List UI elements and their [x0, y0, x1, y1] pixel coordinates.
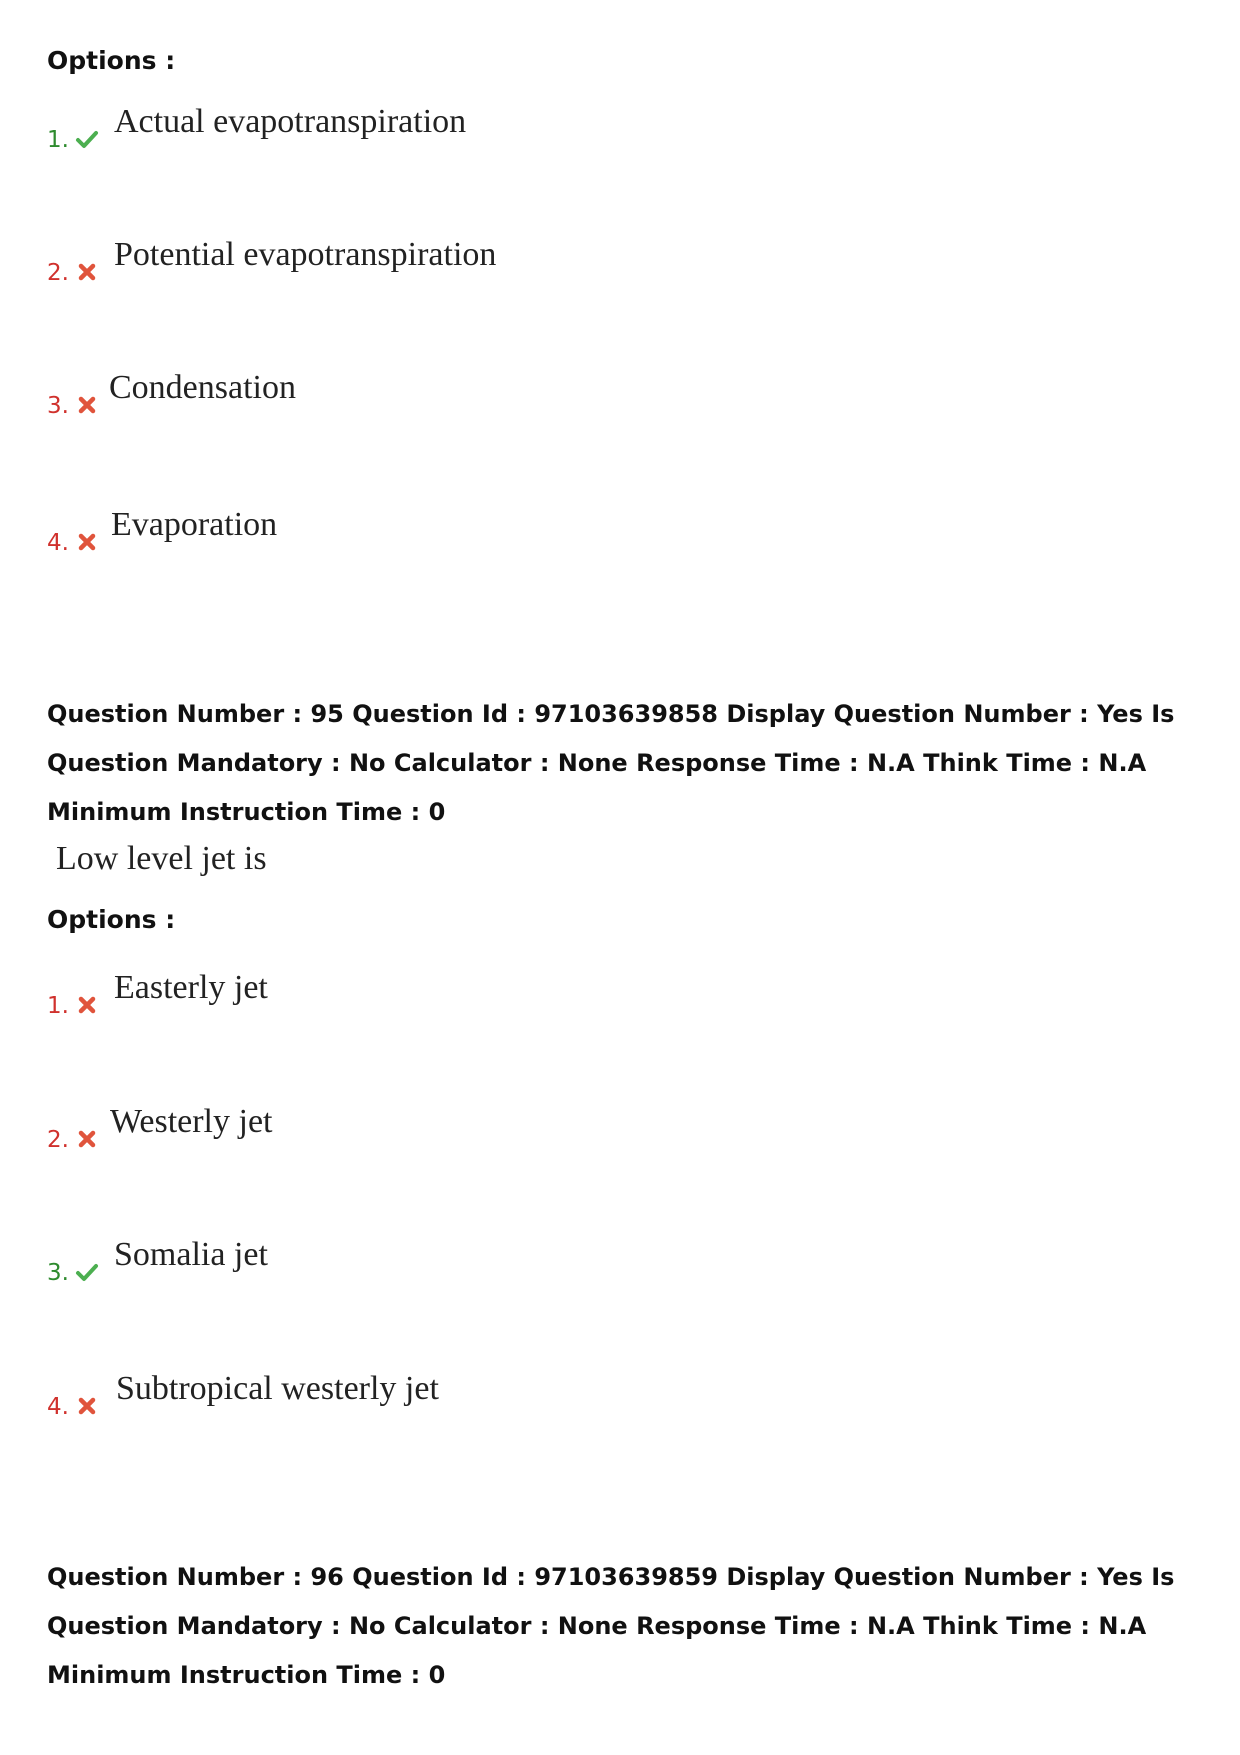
- option-text: Potential evapotranspiration: [114, 236, 497, 273]
- option-row: [47, 369, 947, 419]
- cross-icon: [75, 393, 99, 417]
- option-text: Evaporation: [111, 506, 278, 543]
- cross-icon: [75, 1394, 99, 1418]
- question-stem: Low level jet is: [56, 840, 267, 877]
- option-row: [47, 1103, 947, 1153]
- options-label: Options :: [47, 46, 176, 75]
- cross-icon: [75, 260, 99, 284]
- cross-icon: [75, 993, 99, 1017]
- question-meta: Question Number : 96 Question Id : 97103639859 Display Question Number : Yes Is Question Mandatory : No Calculator : None Response Time : N.A Think Time : N.A Minimum Instruction Time : 0: [47, 1563, 1175, 1689]
- option-text: Somalia jet: [114, 1236, 268, 1273]
- check-icon: [75, 1260, 99, 1284]
- cross-icon: [75, 530, 99, 554]
- option-number: 3.: [47, 1260, 69, 1286]
- option-text: Actual evapotranspiration: [114, 103, 467, 140]
- option-text: Westerly jet: [110, 1103, 273, 1140]
- option-row: [47, 1370, 947, 1420]
- option-text: Subtropical westerly jet: [116, 1370, 439, 1407]
- question-meta: Question Number : 95 Question Id : 97103639858 Display Question Number : Yes Is Question Mandatory : No Calculator : None Response Time : N.A Think Time : N.A Minimum Instruction Time : 0: [47, 700, 1175, 826]
- option-number: 1.: [47, 993, 69, 1019]
- option-number: 2.: [47, 1127, 69, 1153]
- option-row: [47, 236, 947, 286]
- option-text: Easterly jet: [114, 969, 268, 1006]
- option-text: Condensation: [109, 369, 296, 406]
- option-number: 4.: [47, 1394, 69, 1420]
- option-number: 4.: [47, 530, 69, 556]
- option-number: 3.: [47, 393, 69, 419]
- cross-icon: [75, 1127, 99, 1151]
- options-label: Options :: [47, 905, 176, 934]
- option-row: [47, 1236, 947, 1286]
- option-row: [47, 506, 947, 556]
- option-number: 1.: [47, 127, 69, 153]
- option-row: [47, 103, 947, 153]
- option-number: 2.: [47, 260, 69, 286]
- check-icon: [75, 127, 99, 151]
- option-row: [47, 969, 947, 1019]
